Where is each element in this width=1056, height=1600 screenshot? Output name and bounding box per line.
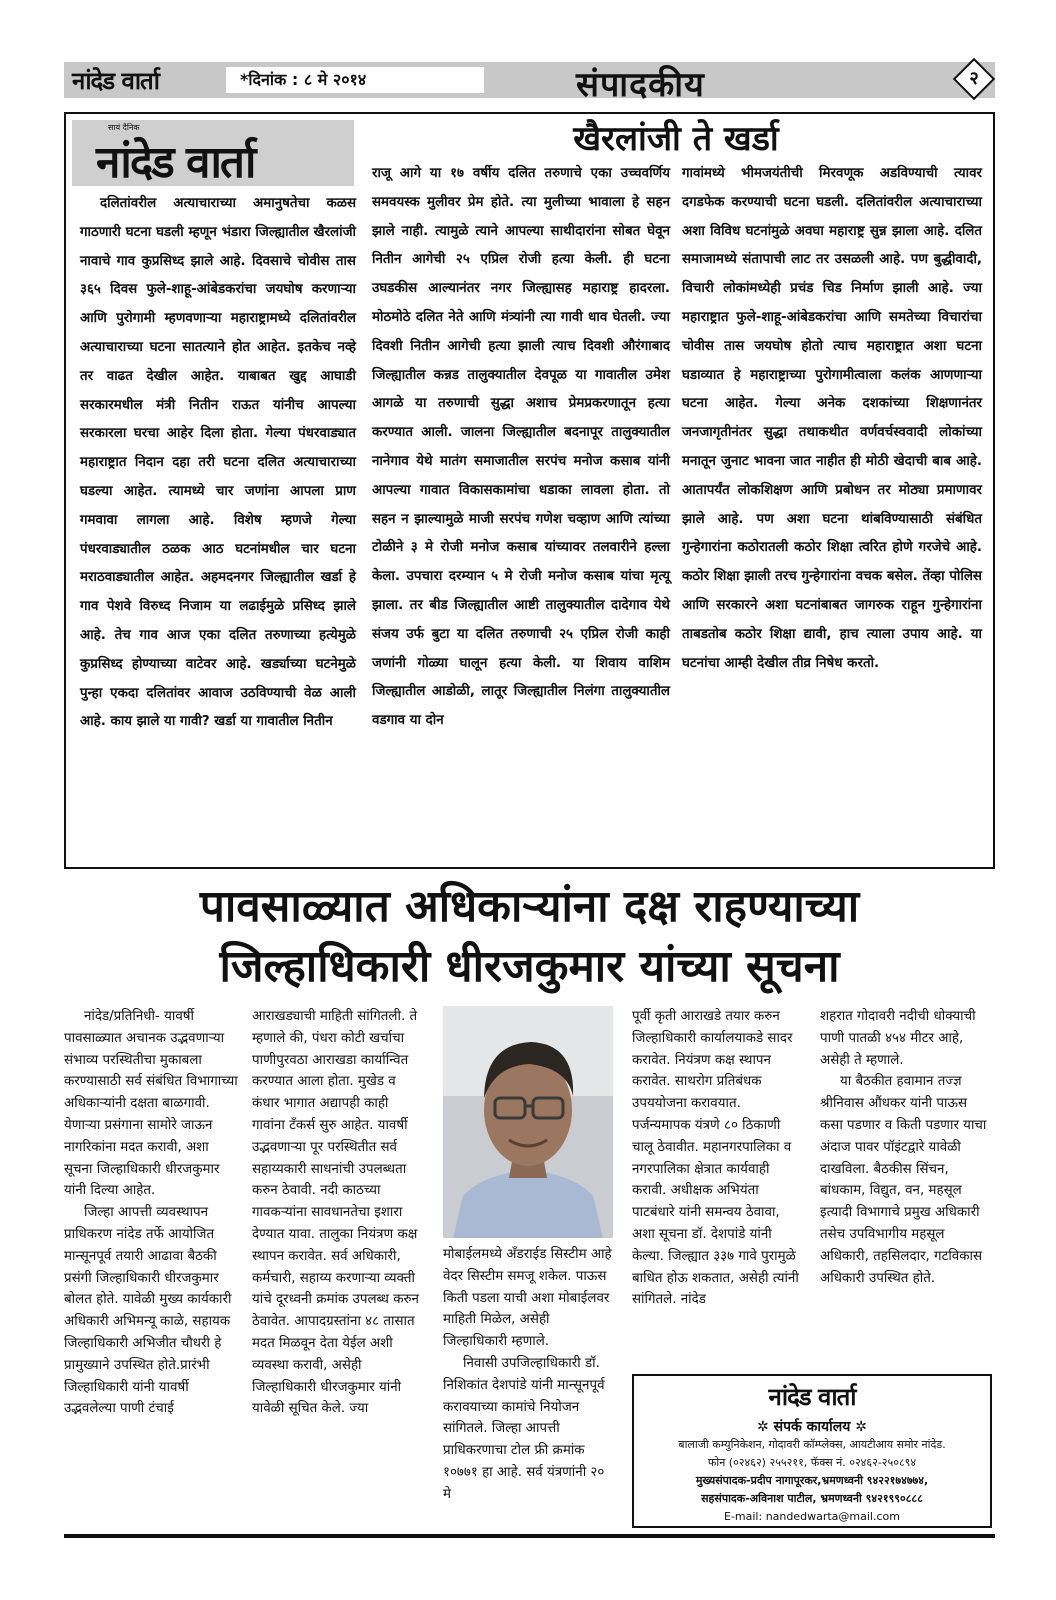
section-title: संपादकीय xyxy=(576,65,705,105)
news-paragraph: आराखड्याची माहिती सांगितली. ते म्हणाले की, पंधरा कोटी खर्चाचा पाणीपुरवठा आराखडा कार्यान्वित करण्यात आला होता. मुखेड व कंधार भागात अद्यापही काही गावांना टँकर्स सुरु आहेत. यावर्षी उद्भवणाऱ्या पूर परस्थितीत सर्व सहाय्यकारी साधनांची उपलब्धता करुन ठेवावी. नदी काठच्या गावकऱ्यांना सावधानतेचा इशारा देण्यात यावा. तालुका नियंत्रण कक्ष स्थापन करावेत. सर्व अधिकारी, कर्मचारी, सहाय्य करणाऱ्या व्यक्ती यांचे दूरध्वनी क्रमांक उपलब्ध करुन ठेवावेत. आपादग्रस्तांना ४८ तासात मदत मिळवून देता येईल अशी व्यवस्था करावी, असेही जिल्हाधिकारी धीरजकुमार यांनी यावेळी सूचित केले. ज्या xyxy=(252,1009,419,1417)
news-column-1 xyxy=(64,1006,240,1420)
editorial-column-2: राजू आगे या १७ वर्षीय दलित तरुणाचे एका उच्चवर्णिय समवयस्क मुलीवर प्रेम होते. त्या मुलीच्या भावाला हे सहन झाले नाही. त्यामुळे त्याने आपल्या साथीदारांना सोबत घेवून नितीन आगेची २५ एप्रिल रोजी हत्या केली. ही घटना उघडकीस आल्यानंतर नगर जिल्ह्यासह महाराष्ट्र हादरला. मोठमोठे दलित नेते आणि मंत्र्यांनी त्या गावी धाव घेतली. ज्या दिवशी नितीन आगेची हत्या झाली त्याच दिवशी औरंगाबाद जिल्ह्यातील कन्नड तालुक्यातील देवपूळ या गावातील उमेश आगळे या तरुणाची सुद्धा अशाच प्रेमप्रकरणातून हत्या करण्यात आली. जालना जिल्ह्यातील बदनापूर तालुक्यातील नानेगाव येथे मातंग समाजातील सरपंच मनोज कसाब यांनी आपल्या गावात विकासकामांचा धडाका लावला होता. तो सहन न झाल्यामुळे माजी सरपंच गणेश चव्हाण आणि त्यांच्या टोळीने ३ मे रोजी मनोज कसाब यांच्यावर तलवारीने हल्ला केला. उपचारा दरम्यान ५ मे रोजी मनोज कसाब यांचा मृत्यू झाला. तर बीड जिल्ह्यातील आष्टी तालुक्यातील दादेगाव येथे संजय उर्फ बुटा या दलित तरुणाची २५ एप्रिल रोजी काही जणांनी गोळ्या घालून हत्या केली. या शिवाय वाशिम जिल्ह्यातील आडोळी, लातूर जिल्ह्यातील निलंगा तालुक्यातील वडगाव या दोन xyxy=(372,166,670,729)
logo-text: नांदेड वार्ता xyxy=(96,137,255,188)
person-photo-icon xyxy=(443,1006,613,1238)
news-paragraph: निवासी उपजिल्हाधिकारी डॉ. निशिकांत देशपांडे यांनी मान्सूनपूर्व करावयाच्या कामांचे नियोजन सांगितले. जिल्हा आपत्ती प्राधिकरणाचा टोल फ्री क्रमांक १०७७१ हा आहे. सर्व यंत्रणांनी २० मे xyxy=(443,1355,605,1502)
news-column-3 xyxy=(443,1244,613,1506)
news-column-4 xyxy=(632,1006,800,1311)
news-paragraph: शहरात गोदावरी नदीची धोक्याची पाणी पातळी ४५४ मीटर आहे, असेही ते म्हणाले. xyxy=(820,1009,976,1068)
contact-title: ✲ संपर्क कार्यालय ✲ xyxy=(757,1419,867,1435)
news-headline xyxy=(64,877,995,997)
header-date: *दिनांक : ८ मे २०१४ xyxy=(226,67,484,93)
page-number: २ xyxy=(969,68,979,89)
news-paragraph: जिल्हा आपत्ती व्यवस्थापन प्राधिकरण नांदेड तर्फे आयोजित मान्सूनपूर्व तयारी आढावा बैठकी प्रसंगी जिल्हाधिकारी धीरजकुमार बोलत होते. यावेळी मुख्य कार्यकारी अधिकारी अभिमन्यू काळे, सहायक जिल्हाधिकारी अभिजीत चौधरी हे प्रामुख्याने उपस्थित होते.प्रारंभी जिल्हाधिकारी यांनी यावर्षी उद्भवलेल्या पाणी टंचाई xyxy=(64,1205,232,1417)
news-paragraph: मोबाईलमध्ये अँडराईड सिस्टीम आहे वेदर सिस्टीम समजू शकेल. पाऊस किती पडला याची अशा मोबाईलवर माहिती मिळेल, असेही जिल्हाधिकारी म्हणाले. xyxy=(443,1247,612,1350)
contact-box xyxy=(632,1374,992,1528)
news-paragraph: पूर्वी कृती आराखडे तयार करुन जिल्हाधिकारी कार्यालयाकडे सादर करावेत. नियंत्रण कक्ष स्थापन करावेत. साथरोग प्रतिबंधक उपययोजना करावयात. पर्जन्यमापक यंत्रणे ८० ठिकाणी चालू ठेवावीत. महानगरपालिका व नगरपालिका क्षेत्रात कार्यवाही करावी. अधीक्षक अभियंता पाटबंधारे यांनी समन्वय ठेवावा, अशा सूचना डॉ. देशपांडे यांनी केल्या. जिल्ह्यात ३३७ गावे पुरामुळे बाधित होऊ शकतात, असेही त्यांनी सांगितले. नांदेड xyxy=(632,1009,799,1308)
news-paragraph: या बैठकीत हवामान तज्ज्ञ श्रीनिवास औंधकर यांनी पाऊस कसा पडणार व किती पडणार याचा अंदाज पावर पॉइंटद्वारे यावेळी दाखविला. बैठकीस सिंचन, बांधकाम, विद्युत, वन, महसूल इत्यादी विभागाचे प्रमुख अधिकारी तसेच उपविभागीय महसूल अधिकारी, तहसिलदार, गटविकास अधिकारी उपस्थित होते. xyxy=(820,1074,987,1286)
header-logo: नांदेड वार्ता xyxy=(72,67,159,95)
page-number-badge xyxy=(953,58,995,100)
editorial-logo xyxy=(72,120,354,186)
contact-email[interactable]: E-mail: nandedwarta@mail.com xyxy=(724,1510,900,1523)
contact-co-editor: सहसंपादक-अविनाश पाटील, भ्रमणध्वनी ९४२१९९०८८८ xyxy=(701,1492,923,1505)
editorial-column-1: दलितांवरील अत्याचाराच्या अमानुषतेचा कळस गाठणारी घटना घडली म्हणून भंडारा जिल्ह्यातील खैरलांजी नावाचे गाव कुप्रसिध्द झाले आहे. दिवसाचे चोवीस तास ३६५ दिवस फुले-शाहू-आंबेडकरांचा जयघोष करणाऱ्या आणि पुरोगामी म्हणवणाऱ्या महाराष्ट्रामध्ये दलितांवरील अत्याचाराच्या घटना सातत्याने होत आहेत. इतकेच नव्हे तर वाढत देखील आहेत. याबाबत खुद्द आघाडी सरकारमधील मंत्री नितीन राऊत यांनीच आपल्या सरकारला घरचा आहेर दिला होता. गेल्या पंधरवाड्यात महाराष्ट्रात निदान दहा तरी घटना दलित अत्याचाराच्या घडल्या आहेत. त्यामध्ये चार जणांना आपला प्राण गमवावा लागला आहे. विशेष म्हणजे गेल्या पंधरवाड्यातील ठळक आठ घटनांमधील चार घटना मराठवाड्यातील आहेत. अहमदनगर जिल्ह्यातील खर्डा हे गाव पेशवे विरुध्द निजाम या लढाईमुळे प्रसिध्द झाले आहे. तेच गाव आज एका दलित तरुणाच्या हत्येमुळे कुप्रसिध्द होण्याच्या वाटेवर आहे. खर्ड्याच्या घटनेमुळे पुन्हा एकदा दलितांवर आवाज उठविण्याची वेळ आली आहे. काय झाले या गावी? खर्डा या गावातील नितीन xyxy=(80,196,356,730)
contact-editor: मुख्यसंपादक-प्रदीप नागापूरकर,भ्रमणध्वनी ९४२२१७४७७४, xyxy=(695,1474,929,1487)
bottom-rule xyxy=(64,1534,995,1538)
editorial-box xyxy=(64,112,995,869)
contact-address: बालाजी कम्युनिकेशन, गोदावरी कॉम्प्लेक्स, आयटीआय समोर नांदेड. xyxy=(678,1438,946,1451)
news-paragraph: नांदेड/प्रतिनिधी- यावर्षी पावसाळ्यात अचानक उद्भवणाऱ्या संभाव्य परस्थितीचा मुकाबला करण्यासाठी सर्व संबंधित विभागाच्या अधिकाऱ्यांनी दक्षता बाळगावी. येणाऱ्या प्रसंगाना सामोरे जाऊन नागरिकांना मदत करावी, अशा सूचना जिल्हाधिकारी धीरजकुमार यांनी दिल्या आहेत. xyxy=(64,1009,238,1199)
editorial-title: खैरलांजी ते खर्डा xyxy=(573,119,779,159)
contact-logo: नांदेड वार्ता xyxy=(768,1383,856,1411)
page-header xyxy=(64,62,995,105)
logo-tagline: सायं दैनिक xyxy=(108,123,140,132)
headline-line-2: जिल्हाधिकारी धीरजकुमार यांच्या सूचना xyxy=(219,941,840,992)
contact-phone: फोन (०२४६२) २५५२११, फॅक्स नं. ०२४६२-२५०८९४ xyxy=(707,1456,917,1469)
news-column-2 xyxy=(252,1006,424,1420)
news-column-5 xyxy=(820,1006,992,1289)
headline-line-1: पावसाळ्यात अधिकाऱ्यांना दक्ष राहण्याच्या xyxy=(199,881,860,932)
collector-photo xyxy=(443,1006,613,1238)
editorial-column-3: गावांमध्ये भीमजयंतीची मिरवणूक अडविण्याची त्यावर दगडफेक करण्याची घटना घडली. दलितांवरील अत्याचाराच्या अशा विविध घटनांमुळे अवघा महाराष्ट्र सुन्न झाला आहे. दलित समाजामध्ये संतापाची लाट तर उसळली आहे. पण बुद्धीवादी, विचारी लोकांमध्येही प्रचंड चिड निर्माण झाली आहे. ज्या महाराष्ट्रात फुले-शाहू-आंबेडकरांचा आणि समतेच्या विचारांचा चोवीस तास जयघोष होतो त्याच महाराष्ट्रात अशा घटना घडाव्यात हे महाराष्ट्राच्या पुरोगामीत्वाला कलंक आणणाऱ्या घटना आहेत. गेल्या अनेक दशकांच्या शिक्षणानंतर जनजागृतीनंतर सुद्धा तथाकथीत वर्णवर्चस्ववादी लोकांच्या मनातून जुनाट भावना जात नाहीत ही मोठी खेदाची बाब आहे. आतापर्यंत लोकशिक्षण आणि प्रबोधन तर मोठ्या प्रमाणावर झाले आहे. पण अशा घटना थांबविण्यासाठी संबंधित गुन्हेगारांना कठोरातली कठोर शिक्षा त्वरित होणे गरजेचे आहे. कठोर शिक्षा झाली तरच गुन्हेगारांना वचक बसेल. तेंव्हा पोलिस आणि सरकारने अशा घटनांबाबत जागरुक राहून गुन्हेगारांना ताबडतोब कठोर शिक्षा द्यावी, हाच त्याला उपाय आहे. या घटनांचा आम्ही देखील तीव्र निषेध करतो. xyxy=(682,166,982,671)
